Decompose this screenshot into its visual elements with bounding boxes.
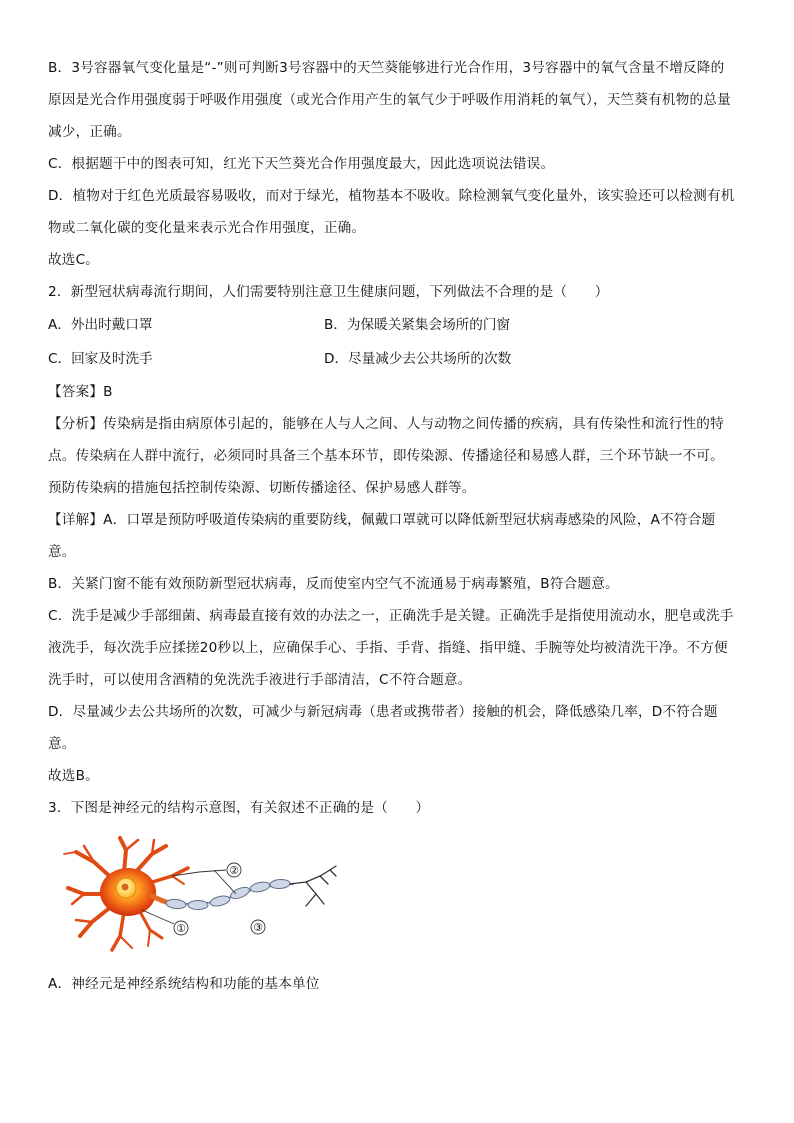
q2-detail-line: 洗手时，可以使用含酒精的免洗洗手液进行手部清洁，C不符合题意。 bbox=[48, 672, 472, 688]
q2-answer: 【答案】B bbox=[48, 384, 113, 400]
q1-option-b-line: 减少，正确。 bbox=[48, 124, 131, 140]
label-1: ① bbox=[176, 922, 186, 935]
q1-conclusion: 故选C。 bbox=[48, 252, 100, 268]
q2-option-a: A．外出时戴口罩 bbox=[48, 317, 153, 333]
axon bbox=[166, 879, 294, 910]
q2-detail-line: 液洗手，每次洗手应揉搓20秒以上，应确保手心、手指、手背、指缝、指甲缝、手腕等处均被清洗干净。不方便 bbox=[48, 640, 728, 656]
question-2 bbox=[48, 276, 768, 792]
question-3 bbox=[48, 792, 768, 1000]
nucleolus bbox=[122, 884, 129, 891]
q1-option-d-line: 物或二氧化碳的变化量来表示光合作用强度，正确。 bbox=[48, 220, 366, 236]
q1-option-b-line: B．3号容器氧气变化量是“-”则可判断3号容器中的天竺葵能够进行光合作用，3号容器中的氧气含量不增反降的 bbox=[48, 60, 725, 76]
q2-option-c: C．回家及时洗手 bbox=[48, 351, 153, 367]
axon-terminals bbox=[290, 866, 336, 906]
q2-stem: 2．新型冠状病毒流行期间，人们需要特别注意卫生健康问题，下列做法不合理的是（ ） bbox=[48, 284, 609, 300]
q2-detail-line: 意。 bbox=[48, 544, 76, 560]
q2-analysis-line: 预防传染病的措施包括控制传染源、切断传播途径、保护易感人群等。 bbox=[48, 480, 476, 496]
q1-option-c-line: C．根据题干中的图表可知，红光下天竺葵光合作用强度最大，因此选项说法错误。 bbox=[48, 156, 555, 172]
document-page bbox=[48, 52, 768, 1000]
neuron-illustration bbox=[54, 832, 344, 962]
label-3: ③ bbox=[253, 921, 263, 934]
q2-option-b: B．为保暖关紧集会场所的门窗 bbox=[324, 317, 511, 333]
q2-analysis-line: 点。传染病在人群中流行，必须同时具备三个基本环节，即传染源、传播途径和易感人群，三个环节缺一不可。 bbox=[48, 448, 724, 464]
q2-detail-line: B．关紧门窗不能有效预防新型冠状病毒，反而使室内空气不流通易于病毒繁殖，B符合题意。 bbox=[48, 576, 619, 592]
q2-detail-line: 意。 bbox=[48, 736, 76, 752]
q1-explanation bbox=[48, 52, 768, 276]
q2-detail-line: C．洗手是减少手部细菌、病毒最直接有效的办法之一，正确洗手是关键。正确洗手是指使用流动水，肥皂或洗手 bbox=[48, 608, 734, 624]
q2-option-d: D．尽量减少去公共场所的次数 bbox=[324, 351, 512, 367]
q2-detail-line: D．尽量减少去公共场所的次数，可减少与新冠病毒（患者或携带者）接触的机会，降低感染几率，D不符合题 bbox=[48, 704, 718, 720]
q3-stem: 3．下图是神经元的结构示意图，有关叙述不正确的是（ ） bbox=[48, 800, 430, 816]
q1-option-d-line: D．植物对于红色光质最容易吸收，而对于绿光，植物基本不吸收。除检测氧气变化量外，该实验还可以检测有机 bbox=[48, 188, 735, 204]
q2-analysis-line: 【分析】传染病是指由病原体引起的，能够在人与人之间、人与动物之间传播的疾病，具有传染性和流行性的特 bbox=[48, 416, 724, 432]
q2-conclusion: 故选B。 bbox=[48, 768, 99, 784]
q1-option-b-line: 原因是光合作用强度弱于呼吸作用强度（或光合作用产生的氧气少于呼吸作用消耗的氧气），天竺葵有机物的总量 bbox=[48, 92, 731, 108]
label-2: ② bbox=[229, 864, 239, 877]
q3-option-a: A．神经元是神经系统结构和功能的基本单位 bbox=[48, 976, 320, 992]
q2-options-row bbox=[48, 342, 768, 376]
q2-detail-line: 【详解】A．口罩是预防呼吸道传染病的重要防线，佩戴口罩就可以降低新型冠状病毒感染的风险，A不符合题 bbox=[48, 512, 716, 528]
neuron-diagram bbox=[54, 832, 344, 962]
q2-options-row bbox=[48, 308, 768, 342]
